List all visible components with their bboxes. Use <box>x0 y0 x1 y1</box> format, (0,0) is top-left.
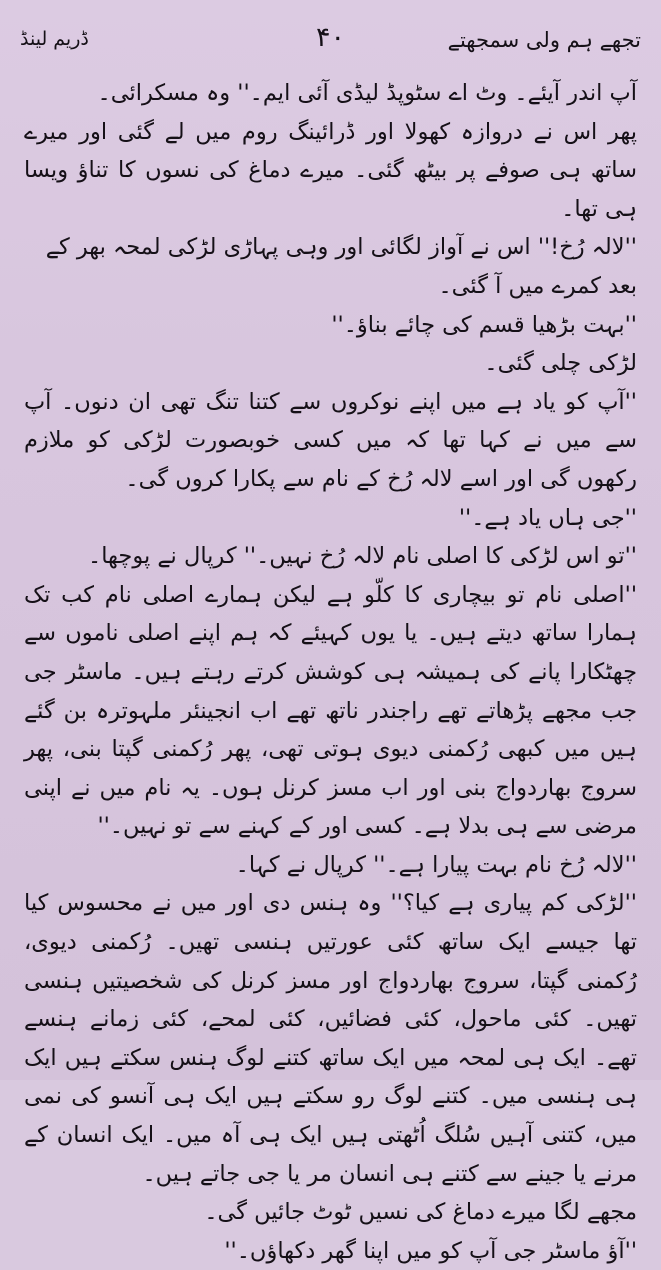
paragraph: ''لالہ رُخ نام بہت پیارا ہے۔'' کرپال نے کہا۔ <box>235 851 637 878</box>
publisher-name: ڈریم لینڈ <box>20 28 89 50</box>
book-title: تجھے ہم ولی سمجھتے <box>447 28 641 52</box>
paragraph: ''جی ہاں یاد ہے۔'' <box>458 504 637 531</box>
paragraph: مجھے لگا میرے دماغ کی نسیں ٹوٹ جائیں گی۔ <box>204 1199 637 1226</box>
paragraph: ''لڑکی کم پیاری ہے کیا؟'' وہ ہنس دی اور میں نے محسوس کیا تھا جیسے ایک ساتھ کئی عورتیں ہنسی تھیں۔ رُکمنی دیوی، رُکمنی گپتا، سروج بھاردواج اور مسز کرنل کی شخصیتیں ہنسی تھیں۔ کئی ماحول، کئی فضائیں، کئی لمحے، کئی زمانے ہنسے تھے۔ ایک ہی لمحہ میں ایک ساتھ کتنے لوگ ہنس سکتے ہیں ایک ہی ہنسی میں۔ کتنے لوگ رو سکتے ہیں ایک ہی آنسو کی نمی میں، کتنی آہیں سُلگ اُٹھتی ہیں ایک ہی آہ میں۔ ایک انسان کے مرنے یا جینے سے کتنے ہی انسان مر یا جی جاتے ہیں۔ <box>24 890 637 1187</box>
paragraph: ''اصلی نام تو بیچاری کا کلّو ہے لیکن ہمارے اصلی نام کب تک ہمارا ساتھ دیتے ہیں۔ یا یوں کہیئے کہ ہم اپنے اصلی ناموں سے چھٹکارا پانے کی ہمیشہ ہی کوشش کرتے رہتے ہیں۔ ماسٹر جی جب مجھے پڑھاتے تھے راجندر ناتھ تھے اب انجینئر ملہوترہ بن گئے ہیں میں کبھی رُکمنی دیوی ہوتی تھی، پھر رُکمنی گپتا بنی، پھر سروج بھاردواج بنی اور اب مسز کرنل ہوں۔ یہ نام میں نے اپنی مرضی سے ہی بدلا ہے۔ کسی اور کے کہنے سے تو نہیں۔'' <box>24 581 637 840</box>
page-body <box>24 74 637 1264</box>
paragraph: ''آپ کو یاد ہے میں اپنے نوکروں سے کتنا تنگ تھی ان دنوں۔ آپ سے میں نے کہا تھا کہ میں کسی خوبصورت لڑکی کو ملازم رکھوں گی اور اسے لالہ رُخ کے نام سے پکارا کروں گی۔ <box>24 388 637 492</box>
page-number: ۴۰ <box>315 22 345 53</box>
paragraph: ''لالہ رُخ!'' اس نے آواز لگائی اور وہی پہاڑی لڑکی لمحہ بھر کے بعد کمرے میں آ گئی۔ <box>45 234 637 299</box>
page-header <box>20 22 641 68</box>
paragraph: ''آؤ ماسٹر جی آپ کو میں اپنا گھر دکھاؤں۔'' <box>224 1237 637 1264</box>
paragraph: ''تو اس لڑکی کا اصلی نام لالہ رُخ نہیں۔'' کرپال نے پوچھا۔ <box>88 543 637 570</box>
paragraph: آپ اندر آیئے۔ وٹ اے سٹوپڈ لیڈی آئی ایم۔'' وہ مسکرائی۔ <box>97 80 637 106</box>
paragraph: ''بہت بڑھیا قسم کی چائے بناؤ۔'' <box>331 311 637 338</box>
paragraph: لڑکی چلی گئی۔ <box>484 350 637 377</box>
paragraph: پھر اس نے دروازہ کھولا اور ڈرائینگ روم میں لے گئی اور میرے ساتھ ہی صوفے پر بیٹھ گئی۔ میرے دماغ کی نسوں کا تناؤ ویسا ہی تھا۔ <box>24 118 637 222</box>
